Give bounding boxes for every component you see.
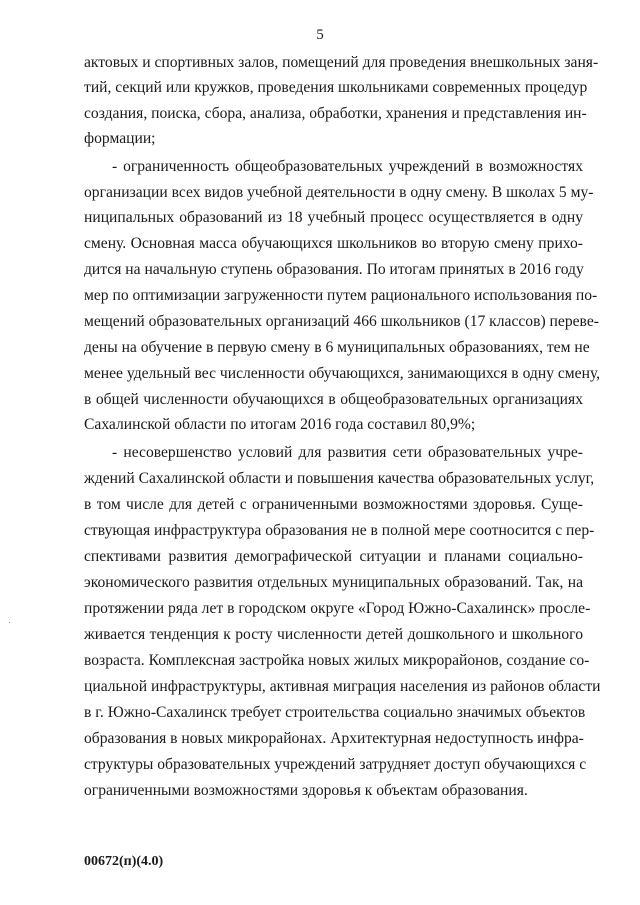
text-line: дится на начальную ступень образования. По итогам принятых в 2016 году — [84, 261, 584, 278]
text-line: циальной инфраструктуры, активная миграция населения из районов области — [84, 678, 601, 695]
page-number: 5 — [316, 27, 324, 43]
text-line: ствующая инфраструктура образования не в полной мере соотносится с пер- — [84, 522, 595, 539]
text-line: спективами развития демографической ситуации и планами социально- — [84, 548, 583, 565]
text-line: мещений образовательных организаций 466 школьников (17 классов) переве- — [84, 313, 599, 330]
text-line: ниципальных образований из 18 учебный процесс осуществляется в одну — [84, 209, 583, 226]
margin-mark — [9, 622, 10, 623]
text-line: ограниченными возможностями здоровья к объектам образования. — [84, 782, 528, 799]
text-line: в г. Южно-Сахалинск требует строительства социально значимых объектов — [84, 704, 586, 721]
text-line: тий, секций или кружков, проведения школьниками современных процедур — [84, 79, 588, 96]
text-line: в том числе для детей с ограниченными возможностями здоровья. Суще- — [84, 496, 583, 513]
text-line: экономического развития отдельных муниципальных образований. Так, на — [84, 574, 583, 591]
text-line: создания, поиска, сбора, анализа, обработки, хранения и представления ин- — [84, 105, 587, 122]
text-line: возраста. Комплексная застройка новых жилых микрорайонов, создание со- — [84, 652, 590, 669]
text-line: структуры образовательных учреждений затрудняет доступ обучающихся с — [84, 756, 587, 773]
text-line: Сахалинской области по итогам 2016 года составил 80,9%; — [84, 416, 476, 433]
text-line: мер по оптимизации загруженности путем рационального использования по- — [84, 287, 598, 304]
text-line: живается тенденция к росту численности детей дошкольного и школьного — [84, 626, 583, 643]
text-line: - несовершенство условий для развития сети образовательных учре- — [112, 444, 583, 461]
text-line: формации; — [84, 130, 156, 147]
document-code: 00672(п)(4.0) — [84, 854, 164, 869]
text-line: дены на обучение в первую смену в 6 муниципальных образованиях, тем не — [84, 339, 590, 356]
text-line: в общей численности обучающихся в общеобразовательных организациях — [84, 391, 583, 408]
text-line: актовых и спортивных залов, помещений для проведения внешкольных заня- — [84, 54, 599, 71]
text-line: организации всех видов учебной деятельности в одну смену. В школах 5 му- — [84, 184, 594, 201]
text-line: ждений Сахалинской области и повышения качества образовательных услуг, — [84, 470, 595, 487]
text-line: смену. Основная масса обучающихся школьников во вторую смену прихо- — [84, 235, 583, 252]
text-line: протяжении ряда лет в городском округе «Город Южно-Сахалинск» просле- — [84, 600, 591, 617]
text-line: образования в новых микрорайонах. Архитектурная недоступность инфра- — [84, 730, 584, 747]
text-line: менее удельный вес численности обучающихся, занимающихся в одну смену, — [84, 365, 601, 382]
text-line: - ограниченность общеобразовательных учреждений в возможностях — [112, 158, 583, 175]
